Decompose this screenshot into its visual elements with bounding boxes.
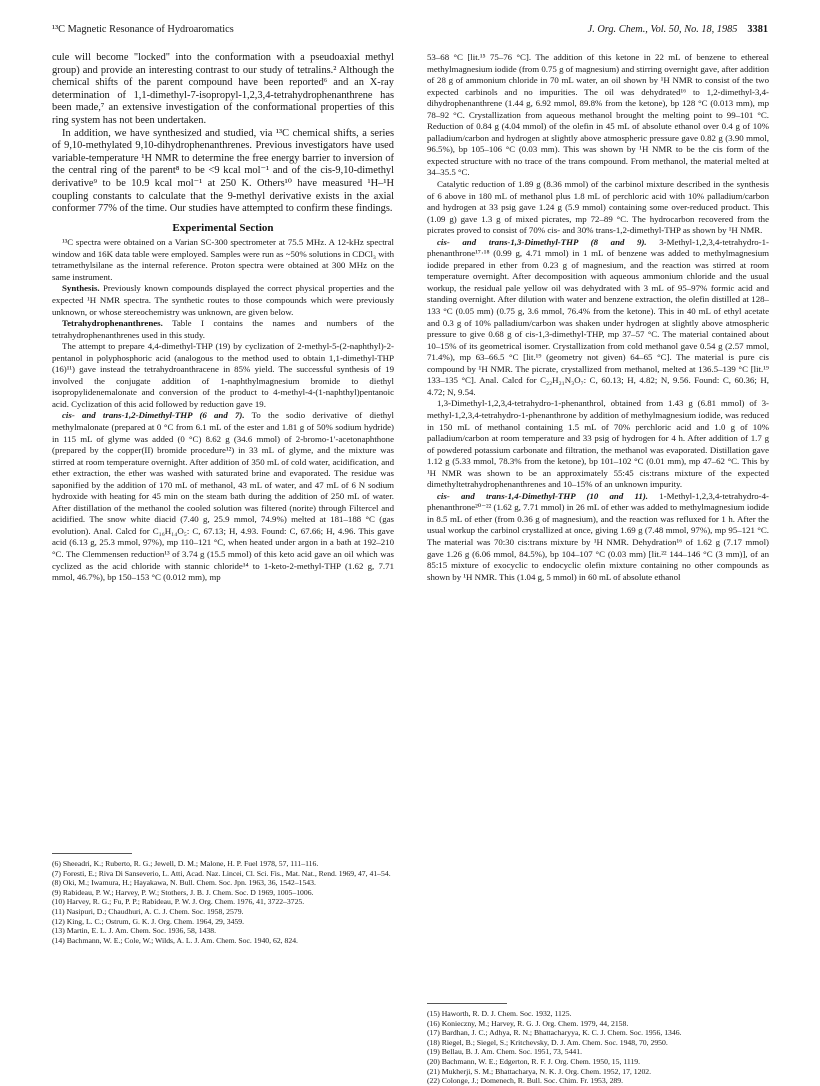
synthesis-heading: Synthesis.: [62, 283, 100, 294]
running-header: [52, 22, 768, 38]
synthesis-paragraph: [52, 283, 394, 318]
footnote: (18) Riegel, B.; Siegel, S.; Kritchevsky, D. J. Am. Chem. Soc. 1948, 70, 2950.: [427, 1037, 668, 1047]
footnote: (20) Bachmann, W. E.; Edgerton, R. F. J. Org. Chem. 1950, 15, 1119.: [427, 1056, 641, 1066]
footnote-rule: [427, 1003, 507, 1004]
right-column: [427, 52, 769, 994]
thp-text: Table I contains the names and numbers of the tetrahydrophenanthrenes used in this study.: [52, 318, 394, 340]
footnote: (7) Foresti, E.; Riva Di Sanseverio, L. Atti, Acad. Naz. Lincei, Cl. Sci. Fis., Mat. Nat., Rend. 1969, 47, 41–54.: [52, 868, 391, 878]
footnote: (14) Bachmann, W. E.; Cole, W.; Wilds, A. L. J. Am. Chem. Soc. 1940, 62, 824.: [52, 935, 298, 945]
cis-trans-12-heading: cis- and trans-1,2-Dimethyl-THP (6 and 7).: [62, 410, 245, 421]
left-column: [52, 52, 394, 842]
footnote: (22) Colonge, J.; Domenech, R. Bull. Soc. Chim. Fr. 1953, 289.: [427, 1076, 624, 1086]
footnote: (8) Oki, M.; Iwamura, H.; Hayakawa, N. Bull. Chem. Soc. Jpn. 1963, 36, 1542–1543.: [52, 878, 316, 888]
cis-trans-12-paragraph: [52, 410, 394, 583]
section-title: Experimental Section: [172, 221, 274, 234]
dimethyl-13-paragraph: 1,3-Dimethyl-1,2,3,4-tetrahydro-1-phenanthrol, obtained from 1.43 g (6.81 mmol) of 3-methyl-1,2,3,4-tetrahydro-1-phenanthrone by addition of methylmagnesium iodide, was reduced in 150 mL of methanol containing 1.5 mL of 70% perchloric acid and 1.0 g of 10% palladium/carbon at room temperature and 33 psig of hydrogen for 4 h. After addition of 1.7 g of powdered potassium carbonate and filtration, the methanol was evaporated. Distillation gave 1.12 g (5.33 mmol, 78.3% from the ketone), bp 101–102 °C (0.01 mm), mp 47–62 °C. This by ¹H NMR was shown to be an approximately 55:45 cis:trans mixture of the expected dimethyltetrahydrophenanthrenes and 10–15% of an unknown impurity.: [427, 398, 769, 490]
footnote: (12) King, L. C.; Ostrum, G. K. J. Org. Chem. 1964, 29, 3459.: [52, 916, 245, 926]
running-title: ¹³C Magnetic Resonance of Hydroaromatics: [52, 24, 234, 35]
footnotes-right: [427, 1003, 769, 1086]
cis-trans-13-heading: cis- and trans-1,3-Dimethyl-THP (8 and 9).: [437, 236, 647, 247]
footnote: (10) Harvey, R. G.; Fu, P. P.; Rabideau, P. W. J. Org. Chem. 1976, 41, 3722–3725.: [52, 897, 305, 907]
footnote: (6) Sheeadri, K.; Ruberto, R. G.; Jewell, D. M.; Malone, H. P. Fuel 1978, 57, 111–116.: [52, 859, 319, 868]
footnotes-left: [52, 853, 394, 945]
footnote: (17) Bardhan, J. C.; Adhya, R. N.; Bhattacharyya, K. C. J. Chem. Soc. 1956, 1346.: [427, 1028, 682, 1038]
cis-trans-14-text: 1-Methyl-1,2,3,4-tetrahydro-4-phenanthrone²⁰⁻²² (1.62 g, 7.71 mmol) in 26 mL of ether was added to methylmagnesium iodide in 8.5 mL of ether (from 0.36 g of magnesium), and the reaction was refluxed for 1 h. After the usual workup the carbinol crystallized at once, giving 1.69 g (7.48 mmol, 97%), mp 95–121 °C. The material was 70:30 cis:trans mixture by ¹H NMR. Dehydration¹⁶ of 1.62 g (7.17 mmol) gave 1.26 g (6.06 mmol, 84.5%), bp 104–107 °C (0.03 mm) [lit.²² 144–146 °C (3 mm)], of an 85:15 mixture of exocyclic to endocyclic olefin mixture containing no other compounds as shown by ¹H NMR. This (1.04 g, 5 mmol) in 60 mL of absolute ethanol: [427, 490, 769, 582]
footnote: (11) Nasipuri, D.; Chaudhuri, A. C. J. Chem. Soc. 1958, 2579.: [52, 906, 244, 916]
journal-name: J. Org. Chem., Vol. 50, No. 18, 1985: [587, 24, 738, 35]
footnote: (13) Martin, E. L. J. Am. Chem. Soc. 1936, 58, 1438.: [52, 926, 216, 936]
cis-trans-13-paragraph: [427, 237, 769, 399]
footnote: (19) Bellau, B. J. Am. Chem. Soc. 1951, 73, 5441.: [427, 1047, 583, 1057]
thp-paragraph: [52, 318, 394, 341]
page-number: 3381: [747, 24, 768, 35]
footnote: (21) Mukherji, S. M.; Bhattacharya, N. K. J. Org. Chem. 1952, 17, 1202.: [427, 1066, 652, 1076]
synthesis-text: Previously known compounds displayed the correct physical properties and the expected ¹H NMR spectra. The synthetic routes to those compounds which were previously unknown, or whose stereochemistry was unknown, are given below.: [52, 283, 394, 317]
footnote: (16) Konieczny, M.; Harvey, R. G. J. Org. Chem. 1979, 44, 2158.: [427, 1018, 629, 1028]
experimental-paragraph: ¹³C spectra were obtained on a Varian SC-300 spectrometer at 75.5 MHz. A 12-kHz spectral window and 16K data table were employed. Samples were run as ~50% solutions in CDCl₃ with tetramethylsilane as the internal reference. Proton spectra were obtained at 300 MHz on the same instrument.: [52, 237, 394, 282]
cis-trans-14-paragraph: [427, 491, 769, 583]
cis-trans-12-text: To the sodio derivative of diethyl methylmalonate (prepared at 0 °C from 6.1 mL of the ester and 1.81 g of 50% sodium hydride) in 115 mL of glyme was added (0 °C) 8.62 g (34.6 mmol) of 2-bromo-1′-acetonaphthone (prepared by the copper(II) bromide procedure¹²) in 33 mL of glyme, and the mixture was stirred at room temperature overnight. After addition of 350 mL of cold water, acidification, and ether extraction, the ether was washed with saturated brine and evaporated. The residue was saponified by the addition of 170 mL of methanol, 43 mL of water, and 47 mL of 6 N sodium hydroxide with heating for 45 min on the steam bath during the addition of 250 mL of water. After distillation of the methanol the cooled solution was filtered (norite) through Filtercel and acidified. The snow white diacid (7.40 g, 25.9 mmol, 74.9%) melted at 181–188 °C (gas evolution). Anal. Calcd for C₁₆H₁₄O₅: C, 67.13; H, 4.93. Found: C, 67.66; H, 4.96. This gave acid (6.13 g, 25.3 mmol, 97%), mp 110–121 °C, when heated under argon in a bath at 192–210 °C. The Clemmensen reduction¹³ of 3.74 g (15.5 mmol) of this keto acid gave an oil which was cyclized as the acid chloride with stannic chloride¹⁴ to 1-keto-2-methyl-THP (1.62 g, 7.71 mmol, 46.7%), bp 150–153 °C (0.012 mm), mp: [52, 410, 394, 583]
intro-paragraph-1: cule will become "locked" into the conformation with a pseudoaxial methyl group) and provide an interesting contrast to our study of tetralins.² Although the chemical shifts of the parent compound have been reported⁶ and an X-ray determination of 1,1-dimethyl-7-isopropyl-1,2,3,4-tetrahydrophenanthrene has been made,⁷ an extensive investigation of the conformational properties of this ring system has not been undertaken.: [52, 52, 394, 126]
intro-paragraph-2: In addition, we have synthesized and studied, via ¹³C chemical shifts, a series of 9,10-methylated 9,10-dihydrophenanthrenes. Previous investigators have used variable-temperature ¹H NMR to determine the free energy barrier to inversion of the central ring of the parent⁸ to be <9 kcal mol⁻¹ and of the cis-9,10-dimethyl derivative⁹ to be 10.9 kcal mol⁻¹ at 250 K. Others¹⁰ have measured ¹H–¹H coupling constants to calculate that the 9-methyl derivative exists in the axial conformer 77% of the time. Our studies have attempted to confirm these findings.: [52, 127, 394, 215]
journal-citation: [588, 22, 768, 38]
cis-trans-14-heading: cis- and trans-1,4-Dimethyl-THP (10 and 11).: [437, 490, 648, 501]
continuation-paragraph: 53–68 °C [lit.¹⁵ 75–76 °C]. The addition of this ketone in 22 mL of benzene to ethereal methylmagnesium iodide (from 0.75 g of magnesium) and stirring overnight gave, after addition of 28 g of ammonium chloride in 70 mL water, an oil shown by ¹H NMR to consist of the two expected carbinols and no impurities. The oil was dehydrated¹⁶ to 1,2-dimethyl-3,4-dihydrophenanthrene (1.44 g, 6.92 mmol, 89.8% from the ketone), bp 128 °C (0.013 mm), mp 78–92 °C. Crystallization from aqueous methanol brought the melting point to 99–101 °C. Reduction of 0.84 g (4.04 mmol) of the olefin in 45 mL of absolute ethanol over 0.4 g of 10% palladium/carbon and hydrogen at slightly above atmospheric pressure gave 0.82 g (3.90 mmol, 96.5%), bp 105–106 °C (0.03 mm). This was shown by ¹H NMR to be the cis form of the expected structure with no trace of the trans compound. From methanol, the material melted at 34–35.5 °C.: [427, 52, 769, 178]
thp-heading: Tetrahydrophenanthrenes.: [62, 318, 163, 329]
footnote: (9) Rabideau, P. W.; Harvey, P. W.; Stothers, J. B. J. Chem. Soc. D 1969, 1005–1006.: [52, 887, 314, 897]
attempt-paragraph: The attempt to prepare 4,4-dimethyl-THP (19) by cyclization of 2-methyl-5-(2-naphthyl)-2-pentanol in polyphosphoric acid (analogous to the method used to obtain 1,1-dimethyl-THP (16)¹¹) gave instead the tetrahydroanthracene in 85% yield. The successful synthesis of 19 involved the conjugate addition of 1-naphthylmagnesium bromide to diethyl isopropylidenemalonate and conversion of the product to 4-methyl-4-(1-naphthyl)pentanoic acid. Cyclization of this acid followed by reduction gave 19.: [52, 341, 394, 409]
footnote: (15) Haworth, R. D. J. Chem. Soc. 1932, 1125.: [427, 1009, 572, 1018]
cis-trans-13-text: 3-Methyl-1,2,3,4-tetrahydro-1-phenanthrone¹⁷·¹⁸ (0.99 g, 4.71 mmol) in 1 mL of benzene was added to methylmagnesium iodide prepared in ether from 0.23 g of magnesium, and the reaction was stirred at room temperature overnight. After decomposition with aqueous ammonium chloride and the usual workup, the residual pale yellow oil was dehydrated with 3 mL of 95–97% formic acid and standing overnight. After dilution with water and benzene extraction, the olefin distilled at 128–133 °C (0.05 mm) (0.75 g, 3.6 mmol, 76.4% from the ketone). This in 40 mL of ethyl acetate and 0.3 g of 10% palladium/carbon was shaken under hydrogen at slightly above atmospheric pressure to give 0.68 g of cis-1,3-dimethyl-THP, mp 37–57 °C. The material contained about 10–15% of its geometrical isomer. Crystallization from cold methanol gave 0.54 g (2.57 mmol, 71.4%), mp 63–66.5 °C [lit.¹⁹ (geometry not given) 64–65 °C]. The material is pure cis compound by ¹H NMR. The picrate, crystallized from methanol, melted at 136.5–139 °C [lit.¹⁹ 133–135 °C]. Anal. Calcd for C₂₂H₂₁N₃O₇: C, 60.13; H, 4.82; N, 9.56. Found: C, 60.36; H, 4.72; N, 9.54.: [427, 236, 769, 397]
catalytic-paragraph: Catalytic reduction of 1.89 g (8.36 mmol) of the carbinol mixture described in the synthesis of 6 above in 180 mL of methanol plus 1.8 mL of perchloric acid with 10% palladium/carbon and hydrogen at 33 psig gave 1.24 g (5.9 mmol) containing some over-reduced product. This (1.09 g) gave 1.3 g of mixed picrates, mp 72–89 °C. The hydrocarbon recovered from the picrates proved to consist of 70% cis- and 30% trans-1,2-dimethyl-THP as shown by ¹H NMR.: [427, 179, 769, 236]
footnote-rule: [52, 853, 132, 854]
